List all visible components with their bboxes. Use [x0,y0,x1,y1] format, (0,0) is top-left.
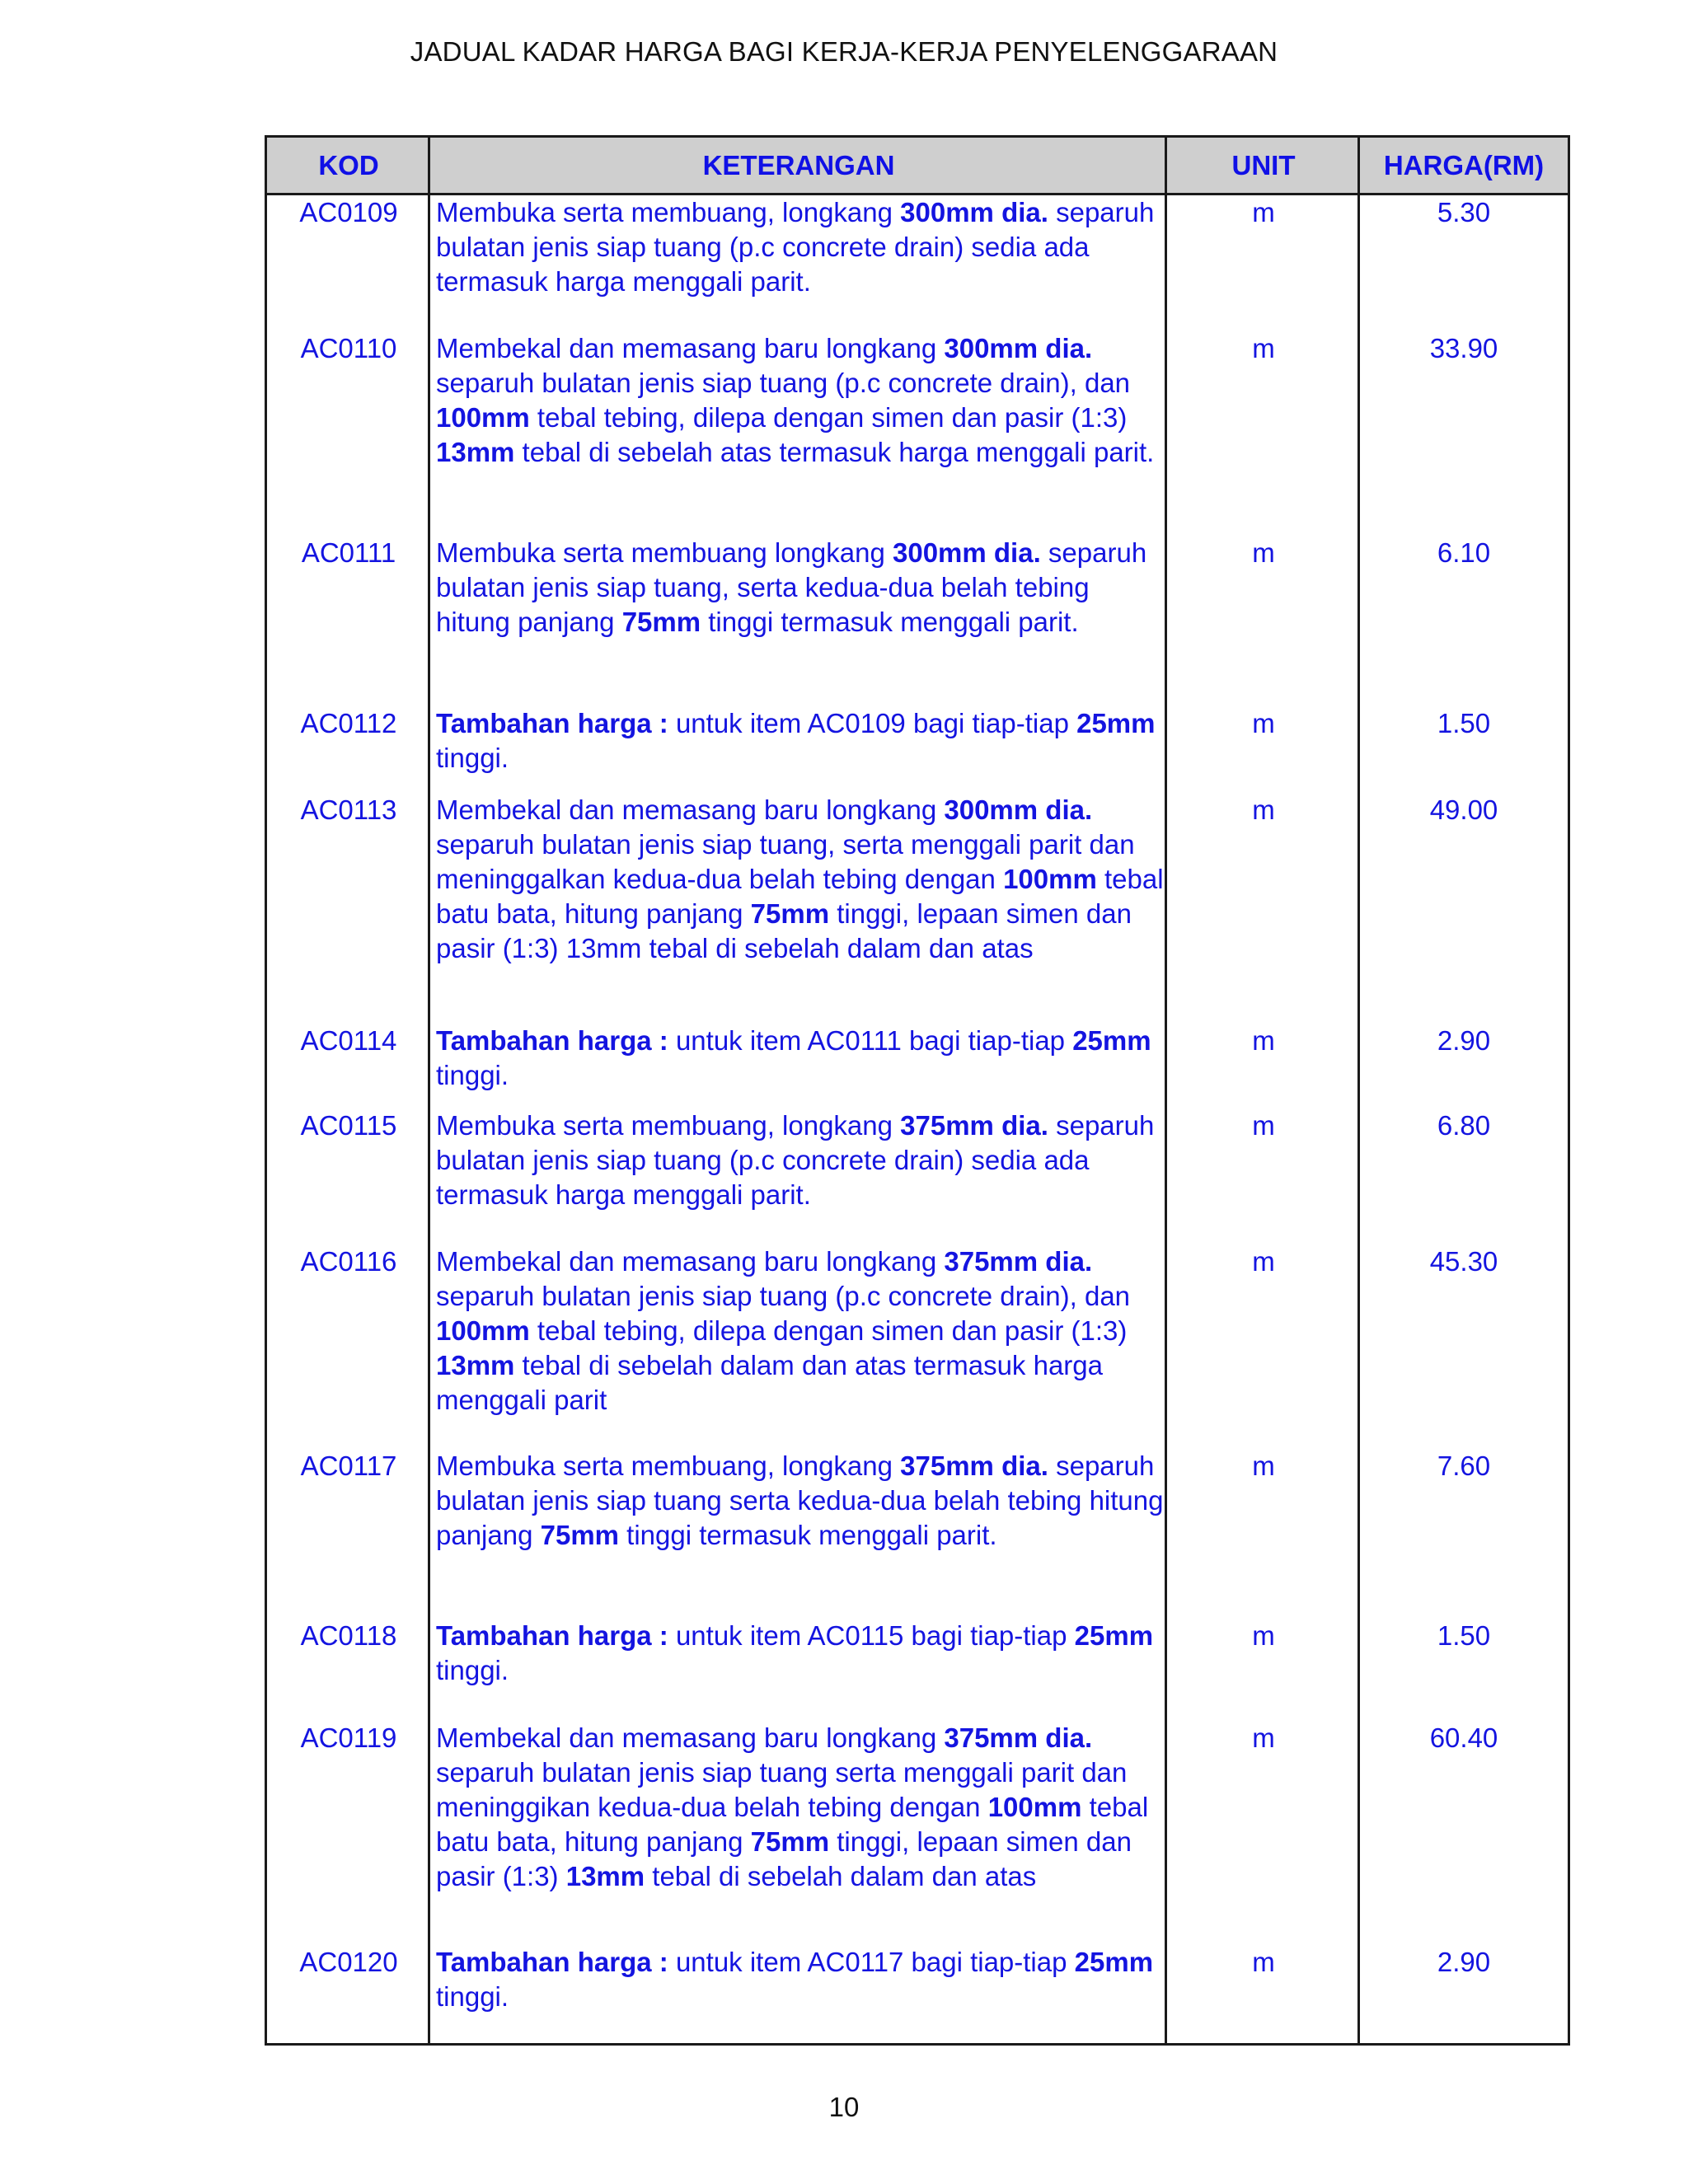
item-unit: m [1252,197,1275,227]
column-divider [1357,138,1360,2043]
item-price: 60.40 [1429,1722,1498,1753]
description-bold-segment: 25mm [1074,1947,1154,1977]
item-price: 1.50 [1437,1620,1491,1651]
description-segment: tebal tebing, dilepa dengan simen dan pasir (1:3) [529,1315,1128,1346]
description-bold-segment: 13mm [565,1861,645,1891]
item-description [436,1244,1170,1418]
description-segment: tebal batu bata, hitung panjang [436,1792,1149,1857]
description-bold-segment: 300mm dia. [900,197,1048,227]
header-unit: UNIT [1231,150,1296,180]
item-price: 45.30 [1429,1246,1498,1277]
item-price: 5.30 [1437,197,1491,227]
header-harga: HARGA(RM) [1383,150,1545,180]
item-code: AC0112 [300,708,397,738]
description-bold-segment: 75mm [540,1520,620,1550]
item-description [436,1449,1170,1553]
description-segment: separuh bulatan jenis siap tuang, serta kedua-dua belah tebing hitung panjang [436,537,1147,637]
description-segment: Membuka serta membuang, longkang [436,1451,901,1481]
item-price: 6.10 [1437,537,1491,568]
description-segment: Membekal dan memasang baru longkang [436,1246,945,1277]
item-description [436,1945,1170,2014]
description-bold-segment: 75mm [750,898,830,929]
description-bold-segment: Tambahan harga : [436,708,668,738]
description-bold-segment: 75mm [750,1826,830,1857]
description-segment: Membekal dan memasang baru longkang [436,1722,945,1753]
description-bold-segment: Tambahan harga : [436,1025,668,1056]
description-bold-segment: 375mm dia. [944,1722,1093,1753]
item-unit: m [1252,1722,1275,1753]
item-description [436,1619,1170,1688]
item-code: AC0115 [300,1110,397,1141]
item-description [436,331,1170,470]
description-bold-segment: 375mm dia. [900,1451,1048,1481]
item-description [436,793,1170,966]
item-unit: m [1252,1620,1275,1651]
item-unit: m [1252,333,1275,363]
description-segment: Membekal dan memasang baru longkang [436,333,945,363]
description-segment: tinggi. [436,743,509,773]
header-keterangan: KETERANGAN [702,150,895,180]
item-code: AC0111 [301,537,396,568]
item-description [436,1721,1170,1894]
description-segment: separuh bulatan jenis siap tuang (p.c concrete drain), dan [436,1281,1131,1311]
description-segment: tinggi. [436,1060,509,1090]
item-unit: m [1252,1246,1275,1277]
description-segment: separuh bulatan jenis siap tuang, serta menggali parit dan meninggalkan kedua-dua belah tebing dengan [436,829,1135,894]
description-segment: separuh bulatan jenis siap tuang serta kedua-dua belah tebing hitung panjang [436,1451,1164,1550]
description-segment: tinggi, lepaan simen dan pasir (1:3) [436,1826,1132,1891]
item-unit: m [1252,794,1275,825]
description-bold-segment: 25mm [1074,1620,1154,1651]
header-kod: KOD [318,150,379,180]
item-price: 2.90 [1437,1025,1491,1056]
description-segment: separuh bulatan jenis siap tuang (p.c concrete drain) sedia ada termasuk harga menggali parit. [436,1110,1155,1210]
item-description [436,1108,1170,1212]
description-segment: tebal di sebelah dalam dan atas termasuk harga menggali parit [436,1350,1103,1415]
item-code: AC0114 [300,1025,397,1056]
page-number: 10 [828,2092,860,2122]
description-bold-segment: Tambahan harga : [436,1620,668,1651]
item-price: 33.90 [1429,333,1498,363]
item-code: AC0120 [299,1947,398,1977]
document-title: JADUAL KADAR HARGA BAGI KERJA-KERJA PENYELENGGARAAN [410,36,1278,67]
table-header-row [267,138,1568,195]
item-code: AC0110 [300,333,397,363]
description-segment: tinggi termasuk menggali parit. [701,607,1079,637]
description-bold-segment: 25mm [1076,708,1156,738]
description-segment: tinggi, lepaan simen dan pasir (1:3) 13mm tebal di sebelah dalam dan atas [436,898,1132,963]
description-segment: separuh bulatan jenis siap tuang (p.c concrete drain) sedia ada termasuk harga menggali parit. [436,197,1155,297]
description-segment: separuh bulatan jenis siap tuang serta menggali parit dan meninggikan kedua-dua belah tebing dengan [436,1757,1128,1822]
item-description [436,195,1170,299]
description-bold-segment: 375mm dia. [900,1110,1048,1141]
description-bold-segment: 300mm dia. [944,333,1093,363]
description-bold-segment: 13mm [436,437,515,467]
item-unit: m [1252,1110,1275,1141]
item-code: AC0113 [300,794,397,825]
description-bold-segment: 100mm [1003,864,1097,894]
item-unit: m [1252,1451,1275,1481]
description-bold-segment: 25mm [1072,1025,1151,1056]
item-price: 7.60 [1437,1451,1491,1481]
description-segment: untuk item AC0109 bagi tiap-tiap [668,708,1077,738]
item-unit: m [1252,1947,1275,1977]
description-bold-segment: 375mm dia. [944,1246,1093,1277]
description-bold-segment: 13mm [436,1350,515,1380]
description-segment: tebal di sebelah atas termasuk harga menggali parit. [514,437,1155,467]
item-code: AC0117 [300,1451,397,1481]
description-bold-segment: 100mm [436,402,530,433]
description-bold-segment: 100mm [987,1792,1082,1822]
item-unit: m [1252,708,1275,738]
description-segment: Membuka serta membuang, longkang [436,197,901,227]
description-segment: tinggi. [436,1655,509,1685]
item-code: AC0109 [299,197,398,227]
description-segment: tinggi. [436,1981,509,2012]
description-segment: Membuka serta membuang, longkang [436,1110,901,1141]
description-segment: tebal tebing, dilepa dengan simen dan pasir (1:3) [529,402,1128,433]
item-description [436,1024,1170,1093]
item-price: 2.90 [1437,1947,1491,1977]
item-price: 6.80 [1437,1110,1491,1141]
description-bold-segment: Tambahan harga : [436,1947,668,1977]
description-segment: tinggi termasuk menggali parit. [619,1520,997,1550]
description-bold-segment: 300mm dia. [944,794,1093,825]
description-segment: untuk item AC0111 bagi tiap-tiap [668,1025,1073,1056]
description-bold-segment: 100mm [436,1315,530,1346]
description-bold-segment: 300mm dia. [892,537,1041,568]
description-segment: Membuka serta membuang longkang [436,537,893,568]
item-description [436,706,1170,776]
description-segment: untuk item AC0115 bagi tiap-tiap [668,1620,1075,1651]
description-segment: tebal batu bata, hitung panjang [436,864,1164,929]
description-segment: Membekal dan memasang baru longkang [436,794,945,825]
item-code: AC0116 [300,1246,397,1277]
item-code: AC0119 [300,1722,397,1753]
item-unit: m [1252,537,1275,568]
description-segment: tebal di sebelah dalam dan atas [645,1861,1037,1891]
item-description [436,536,1170,640]
rate-table [265,135,1570,2046]
column-divider [428,138,430,2043]
description-segment: separuh bulatan jenis siap tuang (p.c concrete drain), dan [436,368,1131,398]
description-bold-segment: 75mm [621,607,701,637]
description-segment: untuk item AC0117 bagi tiap-tiap [668,1947,1075,1977]
item-price: 49.00 [1429,794,1498,825]
item-unit: m [1252,1025,1275,1056]
item-code: AC0118 [300,1620,397,1651]
item-price: 1.50 [1437,708,1491,738]
